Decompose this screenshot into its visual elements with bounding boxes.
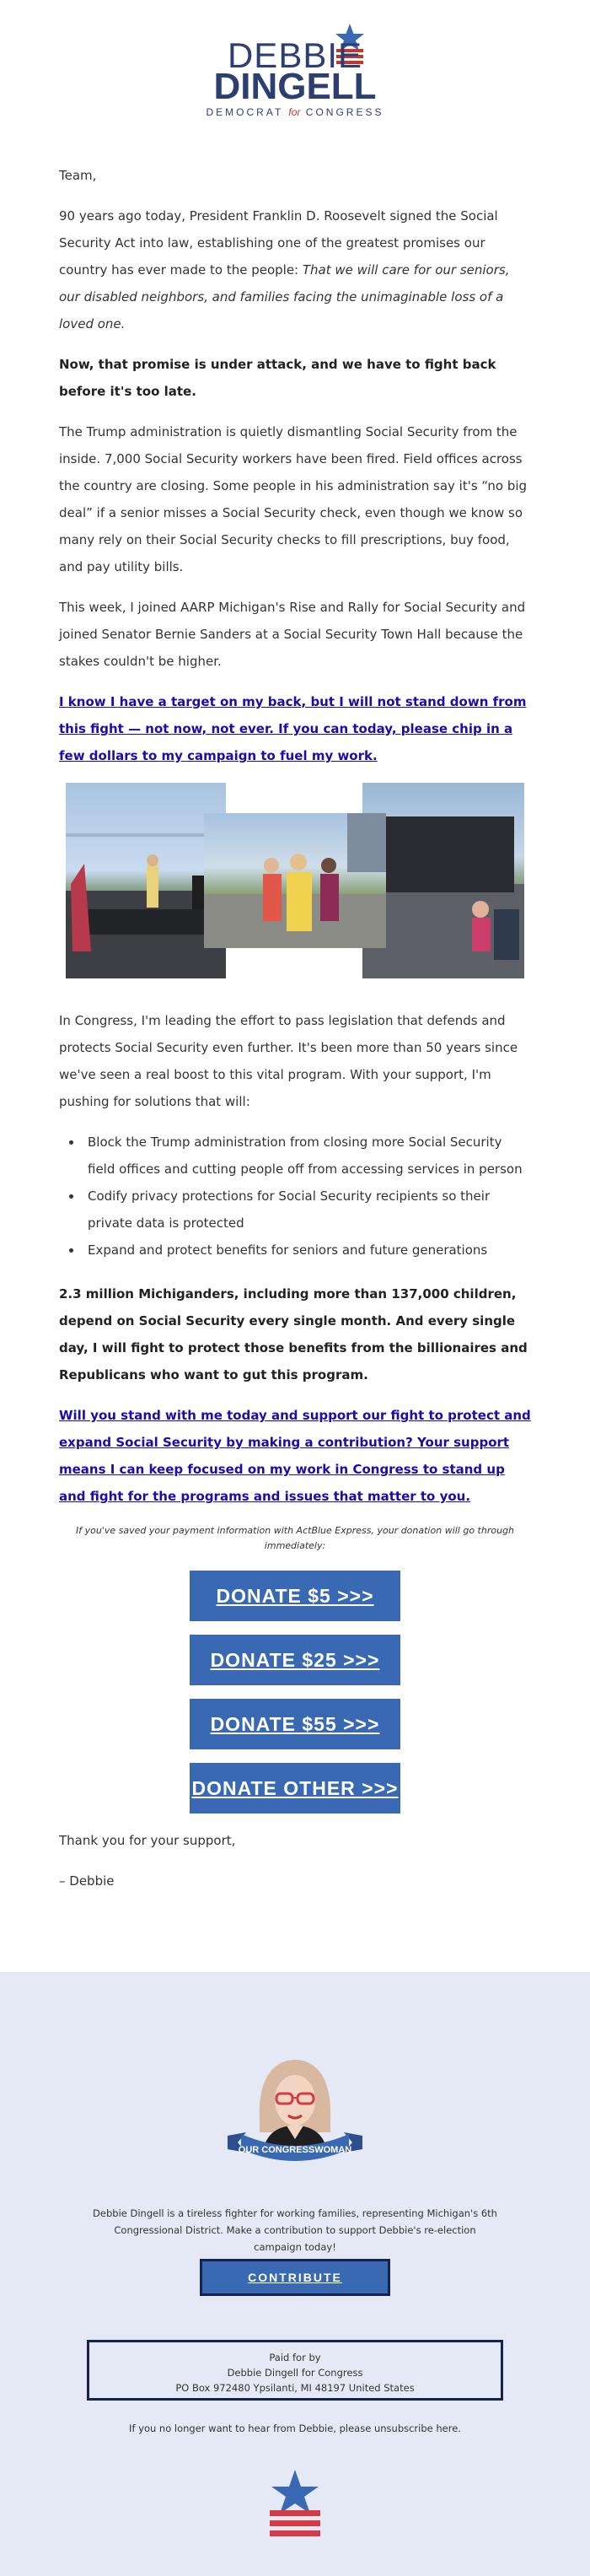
donate-buttons [59,1571,531,1813]
donate-5-button[interactable]: DONATE $5 >>> [190,1571,400,1621]
paragraph-intro [59,202,531,337]
logo-sub-left: DEMOCRAT [206,106,284,118]
intro-text: 90 years ago today, President Franklin D. Roosevelt signed the Social Security Act into law, establishing one of the greatest promises our country has ever made to the people: [59,208,498,278]
paragraph-michiganders: 2.3 million Michiganders, including more than 137,000 children, depend on Social Security every single month. And every single day, I will fight to protect those benefits from the billionaires and Republicans who want to gut this program. [59,1286,528,1382]
intro-quote: That we will care for our seniors, our disabled neighbors, and families facing the unimaginable loss of a loved one. [59,262,510,331]
campaign-logo[interactable] [0,24,590,116]
email-footer [0,1972,590,2576]
congresswoman-avatar [221,2051,369,2166]
star-flag-icon [268,2470,322,2537]
email-body [59,162,531,1908]
greeting: Team, [59,168,97,183]
avatar-banner-text: OUR CONGRESSWOMAN [238,2145,352,2155]
solutions-list [83,1129,531,1264]
donate-55-button[interactable]: DONATE $55 >>> [190,1699,400,1749]
donate-other-button[interactable]: DONATE OTHER >>> [190,1763,400,1813]
unsubscribe-text[interactable]: If you no longer want to hear from Debbie, please unsubscribe here. [129,2422,461,2434]
signature: – Debbie [59,1873,115,1889]
town-hall-photo [362,783,524,978]
group-photo [204,813,386,948]
paragraph-rally: This week, I joined AARP Michigan's Rise and Rally for Social Security and joined Senator Bernie Sanders at a Social Security Town Hall because the stakes couldn't be higher. [59,600,526,669]
paragraph-link-2 [59,1402,531,1510]
paragraph-attack: Now, that promise is under attack, and we have to fight back before it's too late. [59,357,496,399]
rally-photo-collage[interactable] [59,783,531,985]
logo-sub-right: CONGRESS [305,106,384,118]
logo-last-name: DINGELL [213,66,377,107]
closing-line: Thank you for your support, [59,1833,236,1848]
list-item: • Codify privacy protections for Social Security recipients so their private data is protected [83,1183,531,1237]
contribution-link[interactable]: Will you stand with me today and support our fight to protect and expand Social Security by making a contribution? Your support means I can keep focused on my work in Congress to stand up and fight for the programs and issues that matter to you. [59,1408,531,1504]
paid-for-box [87,2340,503,2401]
paragraph-link-1 [59,688,531,769]
logo-first-name: DEBBIE [227,35,363,75]
paragraph-congress: In Congress, I'm leading the effort to pass legislation that defends and protects Social Security even further. It's been more than 50 years since we've seen a real boost to this vital program. With your support, I'm pushing for solutions that will: [59,1013,518,1109]
paid-line-2: Debbie Dingell for Congress [227,2367,363,2379]
paragraph-trump: The Trump administration is quietly dismantling Social Security from the inside. 7,000 Social Security workers have been fired. Field offices across the country are closing. Some people in his administration say it's “no big deal” if a senior misses a Social Security check, even though we know so many rely on their Social Security checks to fill prescriptions, buy food, and pay utility bills. [59,424,528,574]
list-item: • Block the Trump administration from closing more Social Security field offices and cutting people off from accessing services in person [83,1129,531,1183]
paid-line-1: Paid for by [269,2352,321,2363]
paid-line-3: PO Box 972480 Ypsilanti, MI 48197 United States [175,2382,415,2394]
logo-subtitle [0,106,590,118]
footer-description: Debbie Dingell is a tireless fighter for working families, representing Michigan's 6th Congressional District. Make a contribution to support Debbie's re-election campaign today! [93,2207,497,2253]
actblue-note: If you've saved your payment information with ActBlue Express, your donation will go through immediately: [75,1525,515,1551]
rally-stage-photo [66,783,226,978]
logo-sub-for: for [288,106,301,118]
donate-25-button[interactable]: DONATE $25 >>> [190,1635,400,1685]
list-item: • Expand and protect benefits for seniors and future generations [83,1237,531,1264]
chip-in-link[interactable]: I know I have a target on my back, but I will not stand down from this fight — not now, not ever. If you can today, please chip in a few dollars to my campaign to fuel my work. [59,694,527,763]
contribute-button[interactable]: CONTRIBUTE [200,2259,390,2296]
